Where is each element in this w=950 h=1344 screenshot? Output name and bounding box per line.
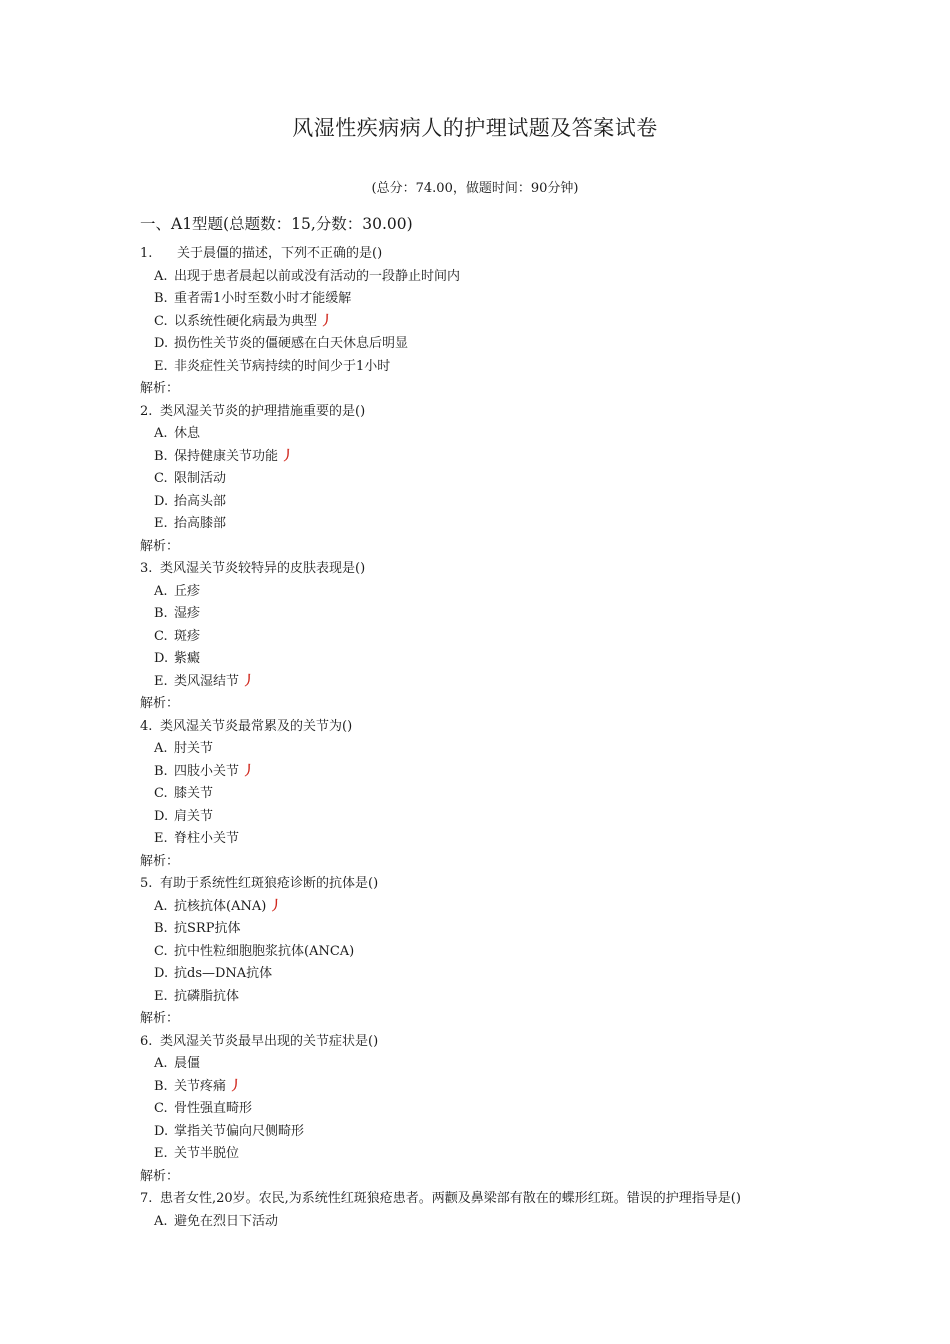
option-text: 湿疹: [174, 606, 201, 621]
question-stem: [0, 716, 950, 739]
answer-option: [0, 288, 950, 311]
option-letter: E.: [154, 358, 168, 374]
answer-option: [0, 603, 950, 626]
answer-option: [0, 491, 950, 514]
page-title: 风湿性疾病病人的护理试题及答案试卷: [292, 116, 658, 140]
option-letter: C.: [154, 1101, 168, 1116]
answer-option: [0, 423, 950, 446]
question-text: 类风湿关节炎最常累及的关节为(): [160, 718, 353, 734]
option-text: 抗磷脂抗体: [174, 988, 240, 1004]
analysis-label: 解析：: [140, 381, 180, 396]
question-text: 类风湿关节炎较特异的皮肤表现是(): [160, 561, 366, 576]
answer-option: [0, 783, 950, 806]
option-text: 避免在烈日下活动: [174, 1213, 279, 1229]
question-number: 7.: [140, 1191, 153, 1206]
option-letter: A.: [154, 898, 168, 914]
answer-option: [0, 266, 950, 289]
option-text: 抗中性粒细胞胞浆抗体(ANCA): [174, 943, 355, 959]
question-stem: [0, 243, 950, 266]
option-letter: D.: [154, 651, 169, 666]
question-stem: [0, 401, 950, 424]
option-text: 抗ds—DNA抗体: [174, 966, 273, 981]
answer-option: [0, 1098, 950, 1121]
option-letter: E.: [154, 673, 168, 689]
answer-option: [0, 806, 950, 829]
option-letter: E.: [154, 516, 168, 531]
option-text: 限制活动: [174, 471, 227, 486]
option-text: 掌指关节偏向尺侧畸形: [174, 1123, 305, 1139]
option-letter: A.: [154, 583, 168, 599]
option-text: 抗核抗体(ANA): [174, 898, 267, 914]
question-list: [0, 243, 950, 1233]
answer-option: [0, 311, 950, 334]
option-letter: B.: [154, 921, 168, 936]
option-letter: B.: [154, 763, 168, 779]
question-stem: [0, 1031, 950, 1054]
option-letter: B.: [154, 1078, 168, 1094]
answer-option: [0, 1076, 950, 1099]
option-letter: E.: [154, 831, 168, 846]
question-text: 类风湿关节炎的护理措施重要的是(): [160, 403, 366, 419]
answer-option: [0, 761, 950, 784]
answer-option: [0, 963, 950, 986]
option-letter: E.: [154, 988, 168, 1004]
analysis-label: 解析：: [140, 538, 180, 554]
option-letter: A.: [154, 1056, 168, 1071]
option-text: 以系统性硬化病最为典型: [174, 313, 318, 329]
option-letter: D.: [154, 493, 169, 509]
option-letter: A.: [154, 741, 168, 756]
exam-info: (总分：74.00，做题时间：90分钟): [371, 181, 579, 196]
question-text: 患者女性,20岁。农民,为系统性红斑狼疮患者。两颧及鼻梁部有散在的蝶形红斑。错误的护理指导是(): [160, 1191, 741, 1206]
option-text: 斑疹: [174, 628, 201, 644]
answer-option: [0, 986, 950, 1009]
option-text: 抬高头部: [174, 493, 227, 509]
option-text: 保持健康关节功能: [174, 448, 279, 464]
option-text: 关节疼痛: [174, 1078, 227, 1094]
correct-answer-mark: 丿: [269, 898, 283, 914]
correct-answer-mark: 丿: [320, 313, 334, 329]
question-number: 2.: [140, 403, 153, 419]
option-letter: D.: [154, 1123, 169, 1139]
option-letter: C.: [154, 471, 168, 486]
correct-answer-mark: 丿: [242, 673, 256, 689]
option-text: 膝关节: [174, 786, 214, 801]
question-number: 5.: [140, 876, 153, 891]
question-stem: [0, 1188, 950, 1211]
answer-option: [0, 468, 950, 491]
option-letter: A.: [154, 426, 168, 441]
option-text: 肘关节: [174, 741, 214, 756]
option-letter: D.: [154, 808, 169, 824]
correct-answer-mark: 丿: [229, 1078, 243, 1094]
option-text: 类风湿结节: [174, 673, 240, 689]
option-letter: A.: [154, 268, 168, 284]
option-letter: A.: [154, 1213, 168, 1229]
analysis-label: 解析：: [140, 1011, 180, 1026]
option-text: 抬高膝部: [174, 516, 227, 531]
option-letter: B.: [154, 606, 168, 621]
option-text: 丘疹: [174, 583, 201, 599]
option-text: 重者需1小时至数小时才能缓解: [174, 291, 352, 306]
option-letter: C.: [154, 786, 168, 801]
option-letter: C.: [154, 313, 168, 329]
answer-option: [0, 1211, 950, 1234]
option-text: 出现于患者晨起以前或没有活动的一段静止时间内: [174, 268, 461, 284]
answer-option: [0, 333, 950, 356]
question-number: 3.: [140, 561, 153, 576]
question-number: 1.: [140, 246, 153, 261]
answer-option: [0, 828, 950, 851]
option-text: 损伤性关节炎的僵硬感在白天休息后明显: [174, 336, 409, 351]
option-text: 关节半脱位: [174, 1146, 240, 1161]
analysis-label: 解析：: [140, 1168, 180, 1184]
option-text: 紫癜: [174, 651, 201, 666]
answer-option: [0, 356, 950, 379]
question-text: 类风湿关节炎最早出现的关节症状是(): [160, 1033, 379, 1049]
option-letter: C.: [154, 943, 168, 959]
answer-option: [0, 626, 950, 649]
option-text: 非炎症性关节病持续的时间少于1小时: [174, 358, 391, 374]
question-stem: [0, 558, 950, 581]
analysis-label: 解析：: [140, 696, 180, 711]
option-text: 四肢小关节: [174, 763, 240, 779]
answer-option: [0, 941, 950, 964]
option-text: 骨性强直畸形: [174, 1101, 253, 1116]
section-heading: 一、A1型题(总题数：15,分数：30.00): [140, 215, 413, 233]
answer-option: [0, 1143, 950, 1166]
answer-option: [0, 1121, 950, 1144]
question-number: 4.: [140, 718, 153, 734]
answer-option: [0, 738, 950, 761]
correct-answer-mark: 丿: [242, 763, 256, 779]
option-text: 脊柱小关节: [174, 831, 240, 846]
answer-option: [0, 918, 950, 941]
option-letter: D.: [154, 336, 169, 351]
option-text: 肩关节: [174, 808, 214, 824]
option-letter: E.: [154, 1146, 168, 1161]
answer-option: [0, 648, 950, 671]
option-letter: C.: [154, 628, 168, 644]
option-letter: B.: [154, 448, 168, 464]
option-text: 休息: [174, 426, 201, 441]
analysis-label: 解析：: [140, 853, 180, 869]
question-number: 6.: [140, 1033, 153, 1049]
option-letter: D.: [154, 966, 169, 981]
answer-option: [0, 1053, 950, 1076]
answer-option: [0, 581, 950, 604]
option-text: 抗SRP抗体: [174, 921, 241, 936]
option-text: 晨僵: [174, 1056, 201, 1071]
correct-answer-mark: 丿: [281, 448, 295, 464]
answer-option: [0, 671, 950, 694]
answer-option: [0, 896, 950, 919]
answer-option: [0, 513, 950, 536]
option-letter: B.: [154, 291, 168, 306]
question-text: 有助于系统性红斑狼疮诊断的抗体是(): [160, 876, 379, 891]
question-stem: [0, 873, 950, 896]
question-text: 关于晨僵的描述，下列不正确的是(): [177, 246, 383, 261]
answer-option: [0, 446, 950, 469]
